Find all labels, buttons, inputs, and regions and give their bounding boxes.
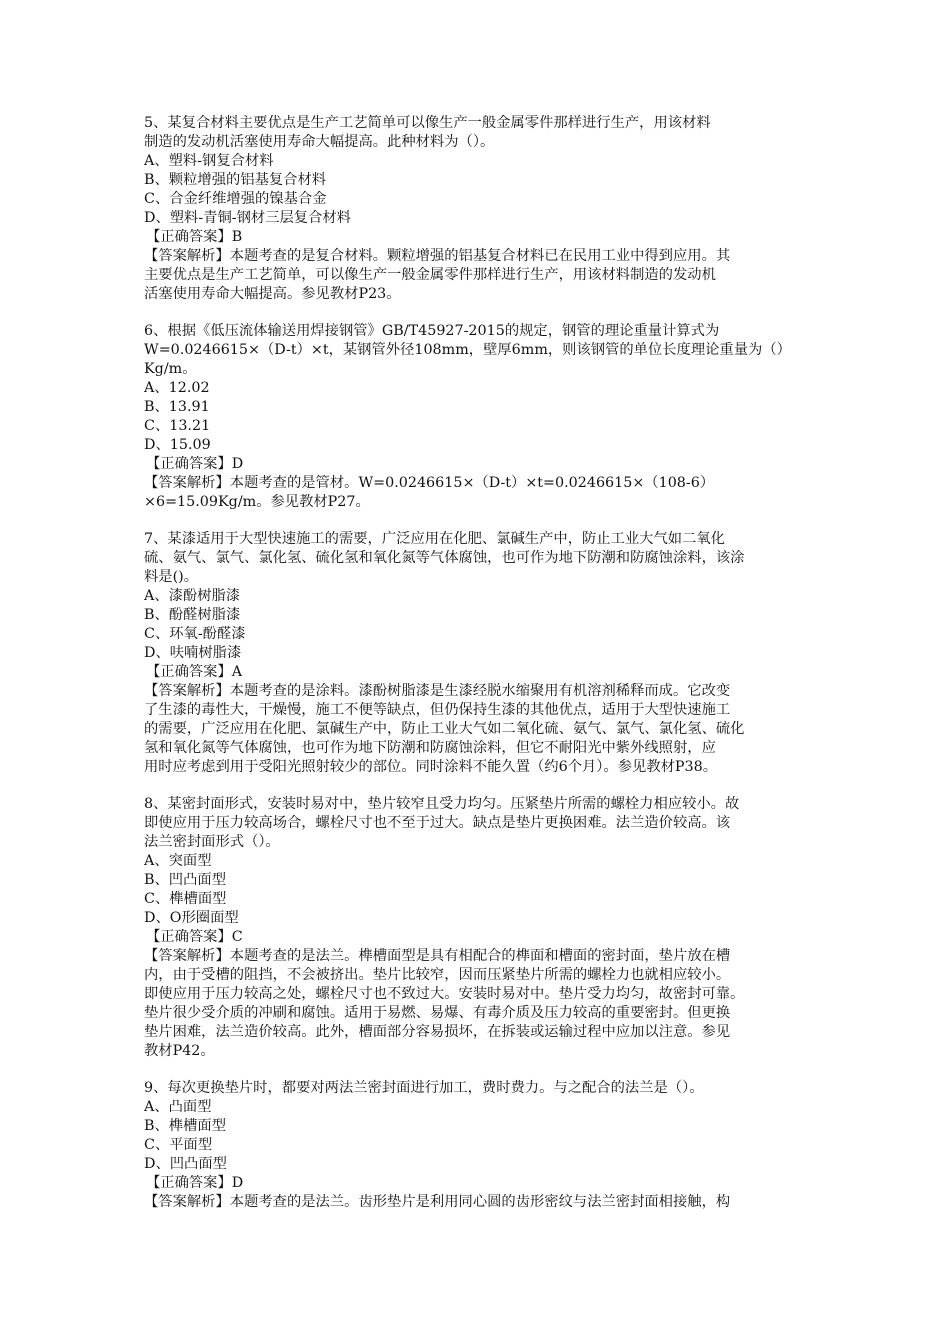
option-b: B、颗粒增强的铝基复合材料 <box>144 172 327 188</box>
option-c: C、合金纤维增强的镍基合金 <box>144 191 327 207</box>
question-stem-line: 7、某漆适用于大型快速施工的需要，广泛应用在化肥、氯碱生产中，防止工业大气如二氧化 <box>144 531 725 547</box>
option-a: A、凸面型 <box>144 1099 212 1115</box>
option-d: D、15.09 <box>144 437 211 453</box>
question-stem-line: 制造的发动机活塞使用寿命大幅提高。此种材料为（）。 <box>144 134 495 150</box>
option-c: C、13.21 <box>144 418 211 434</box>
question-6 <box>144 322 820 512</box>
explanation-line: ×6=15.09Kg/m。参见教材P27。 <box>144 494 370 510</box>
option-d: D、塑料-青铜-钢材三层复合材料 <box>144 210 351 226</box>
option-c: C、平面型 <box>144 1137 213 1153</box>
explanation-line: 的需要，广泛应用在化肥、氯碱生产中，防止工业大气如二氧化硫、氨气、氯气、氯化氢、硫化 <box>144 721 745 737</box>
document-page <box>144 114 820 1230</box>
question-stem-line: 9、每次更换垫片时，都要对两法兰密封面进行加工，费时费力。与之配合的法兰是（）。 <box>144 1080 704 1096</box>
explanation-line: 即使应用于压力较高之处，螺栓尺寸也不致过大。安装时易对中。垫片受力均匀，故密封可靠。 <box>144 986 745 1002</box>
explanation-line: 垫片困难，法兰造价较高。此外，槽面部分容易损坏，在拆装或运输过程中应加以注意。参见 <box>144 1024 731 1040</box>
option-a: A、12.02 <box>144 380 210 396</box>
option-b: B、13.91 <box>144 399 210 415</box>
explanation-line: 用时应考虑到用于受阳光照射较少的部位。同时涂料不能久置（约6个月）。参见教材P38。 <box>144 759 718 775</box>
explanation-line: 活塞使用寿命大幅提高。参见教材P23。 <box>144 286 401 302</box>
question-8 <box>144 795 820 1061</box>
question-5 <box>144 114 820 304</box>
question-7 <box>144 530 820 777</box>
explanation-line: 【答案解析】本题考查的是管材。W=0.0246615×（D-t）×t=0.0246615×（108-6） <box>144 475 715 491</box>
option-b: B、酚醛树脂漆 <box>144 607 241 623</box>
option-c: C、环氧-酚醛漆 <box>144 626 246 642</box>
option-a: A、漆酚树脂漆 <box>144 588 241 604</box>
option-d: D、O形圈面型 <box>144 910 239 926</box>
option-a: A、突面型 <box>144 853 212 869</box>
option-a: A、塑料-钢复合材料 <box>144 153 274 169</box>
option-b: B、凹凸面型 <box>144 872 226 888</box>
explanation-line: 垫片很少受介质的冲刷和腐蚀。适用于易燃、易爆、有毒介质及压力较高的重要密封。但更换 <box>144 1005 731 1021</box>
option-c: C、榫槽面型 <box>144 891 227 907</box>
explanation-line: 【答案解析】本题考查的是法兰。齿形垫片是利用同心圆的齿形密纹与法兰密封面相接触，构 <box>144 1194 731 1210</box>
explanation-line: 内，由于受槽的阻挡，不会被挤出。垫片比较窄，因而压紧垫片所需的螺栓力也就相应较小。 <box>144 967 731 983</box>
explanation-line: 【答案解析】本题考查的是法兰。榫槽面型是具有相配合的榫面和槽面的密封面，垫片放在槽 <box>144 948 731 964</box>
question-stem-line: 法兰密封面形式（）。 <box>144 834 280 850</box>
question-stem-line: 料是()。 <box>144 569 199 585</box>
question-stem-line: 5、某复合材料主要优点是生产工艺简单可以像生产一般金属零件那样进行生产，用该材料 <box>144 115 711 131</box>
option-d: D、凹凸面型 <box>144 1156 227 1172</box>
question-stem-line: 8、某密封面形式，安装时易对中，垫片较窄且受力均匀。压紧垫片所需的螺栓力相应较小。故 <box>144 796 740 812</box>
option-d: D、呋喃树脂漆 <box>144 645 242 661</box>
question-stem-line: 即使应用于压力较高场合，螺栓尺寸也不至于过大。缺点是垫片更换困难。法兰造价较高。该 <box>144 815 731 831</box>
option-b: B、榫槽面型 <box>144 1118 226 1134</box>
question-stem-line: 硫、氨气、氯气、氯化氢、硫化氢和氧化氮等气体腐蚀，也可作为地下防潮和防腐蚀涂料，该涂 <box>144 550 745 566</box>
explanation-line: 主要优点是生产工艺简单，可以像生产一般金属零件那样进行生产，用该材料制造的发动机 <box>144 267 716 283</box>
correct-answer: 【正确答案】D <box>146 456 244 472</box>
correct-answer: 【正确答案】D <box>146 1175 244 1191</box>
explanation-line: 氢和氧化氮等气体腐蚀，也可作为地下防潮和防腐蚀涂料，但它不耐阳光中紫外线照射，应 <box>144 740 716 756</box>
question-stem-line: W=0.0246615×（D-t）×t，某钢管外径108mm，壁厚6mm，则该钢管的单位长度理论重量为（） <box>144 342 791 358</box>
explanation-line: 【答案解析】本题考查的是复合材料。颗粒增强的铝基复合材料已在民用工业中得到应用。其 <box>144 248 731 264</box>
correct-answer: 【正确答案】B <box>146 229 243 245</box>
question-stem-line: 6、根据《低压流体输送用焊接钢管》GB/T45927-2015的规定，钢管的理论重量计算式为 <box>144 323 720 339</box>
explanation-line: 【答案解析】本题考查的是涂料。漆酚树脂漆是生漆经脱水缩聚用有机溶剂稀释而成。它改变 <box>144 683 731 699</box>
explanation-line: 了生漆的毒性大，干燥慢，施工不便等缺点，但仍保持生漆的其他优点，适用于大型快速施工 <box>144 702 731 718</box>
explanation-line: 教材P42。 <box>144 1043 215 1059</box>
question-9 <box>144 1079 820 1212</box>
correct-answer: 【正确答案】C <box>146 929 243 945</box>
correct-answer: 【正确答案】A <box>146 664 243 680</box>
question-stem-line: Kg/m。 <box>144 361 197 377</box>
